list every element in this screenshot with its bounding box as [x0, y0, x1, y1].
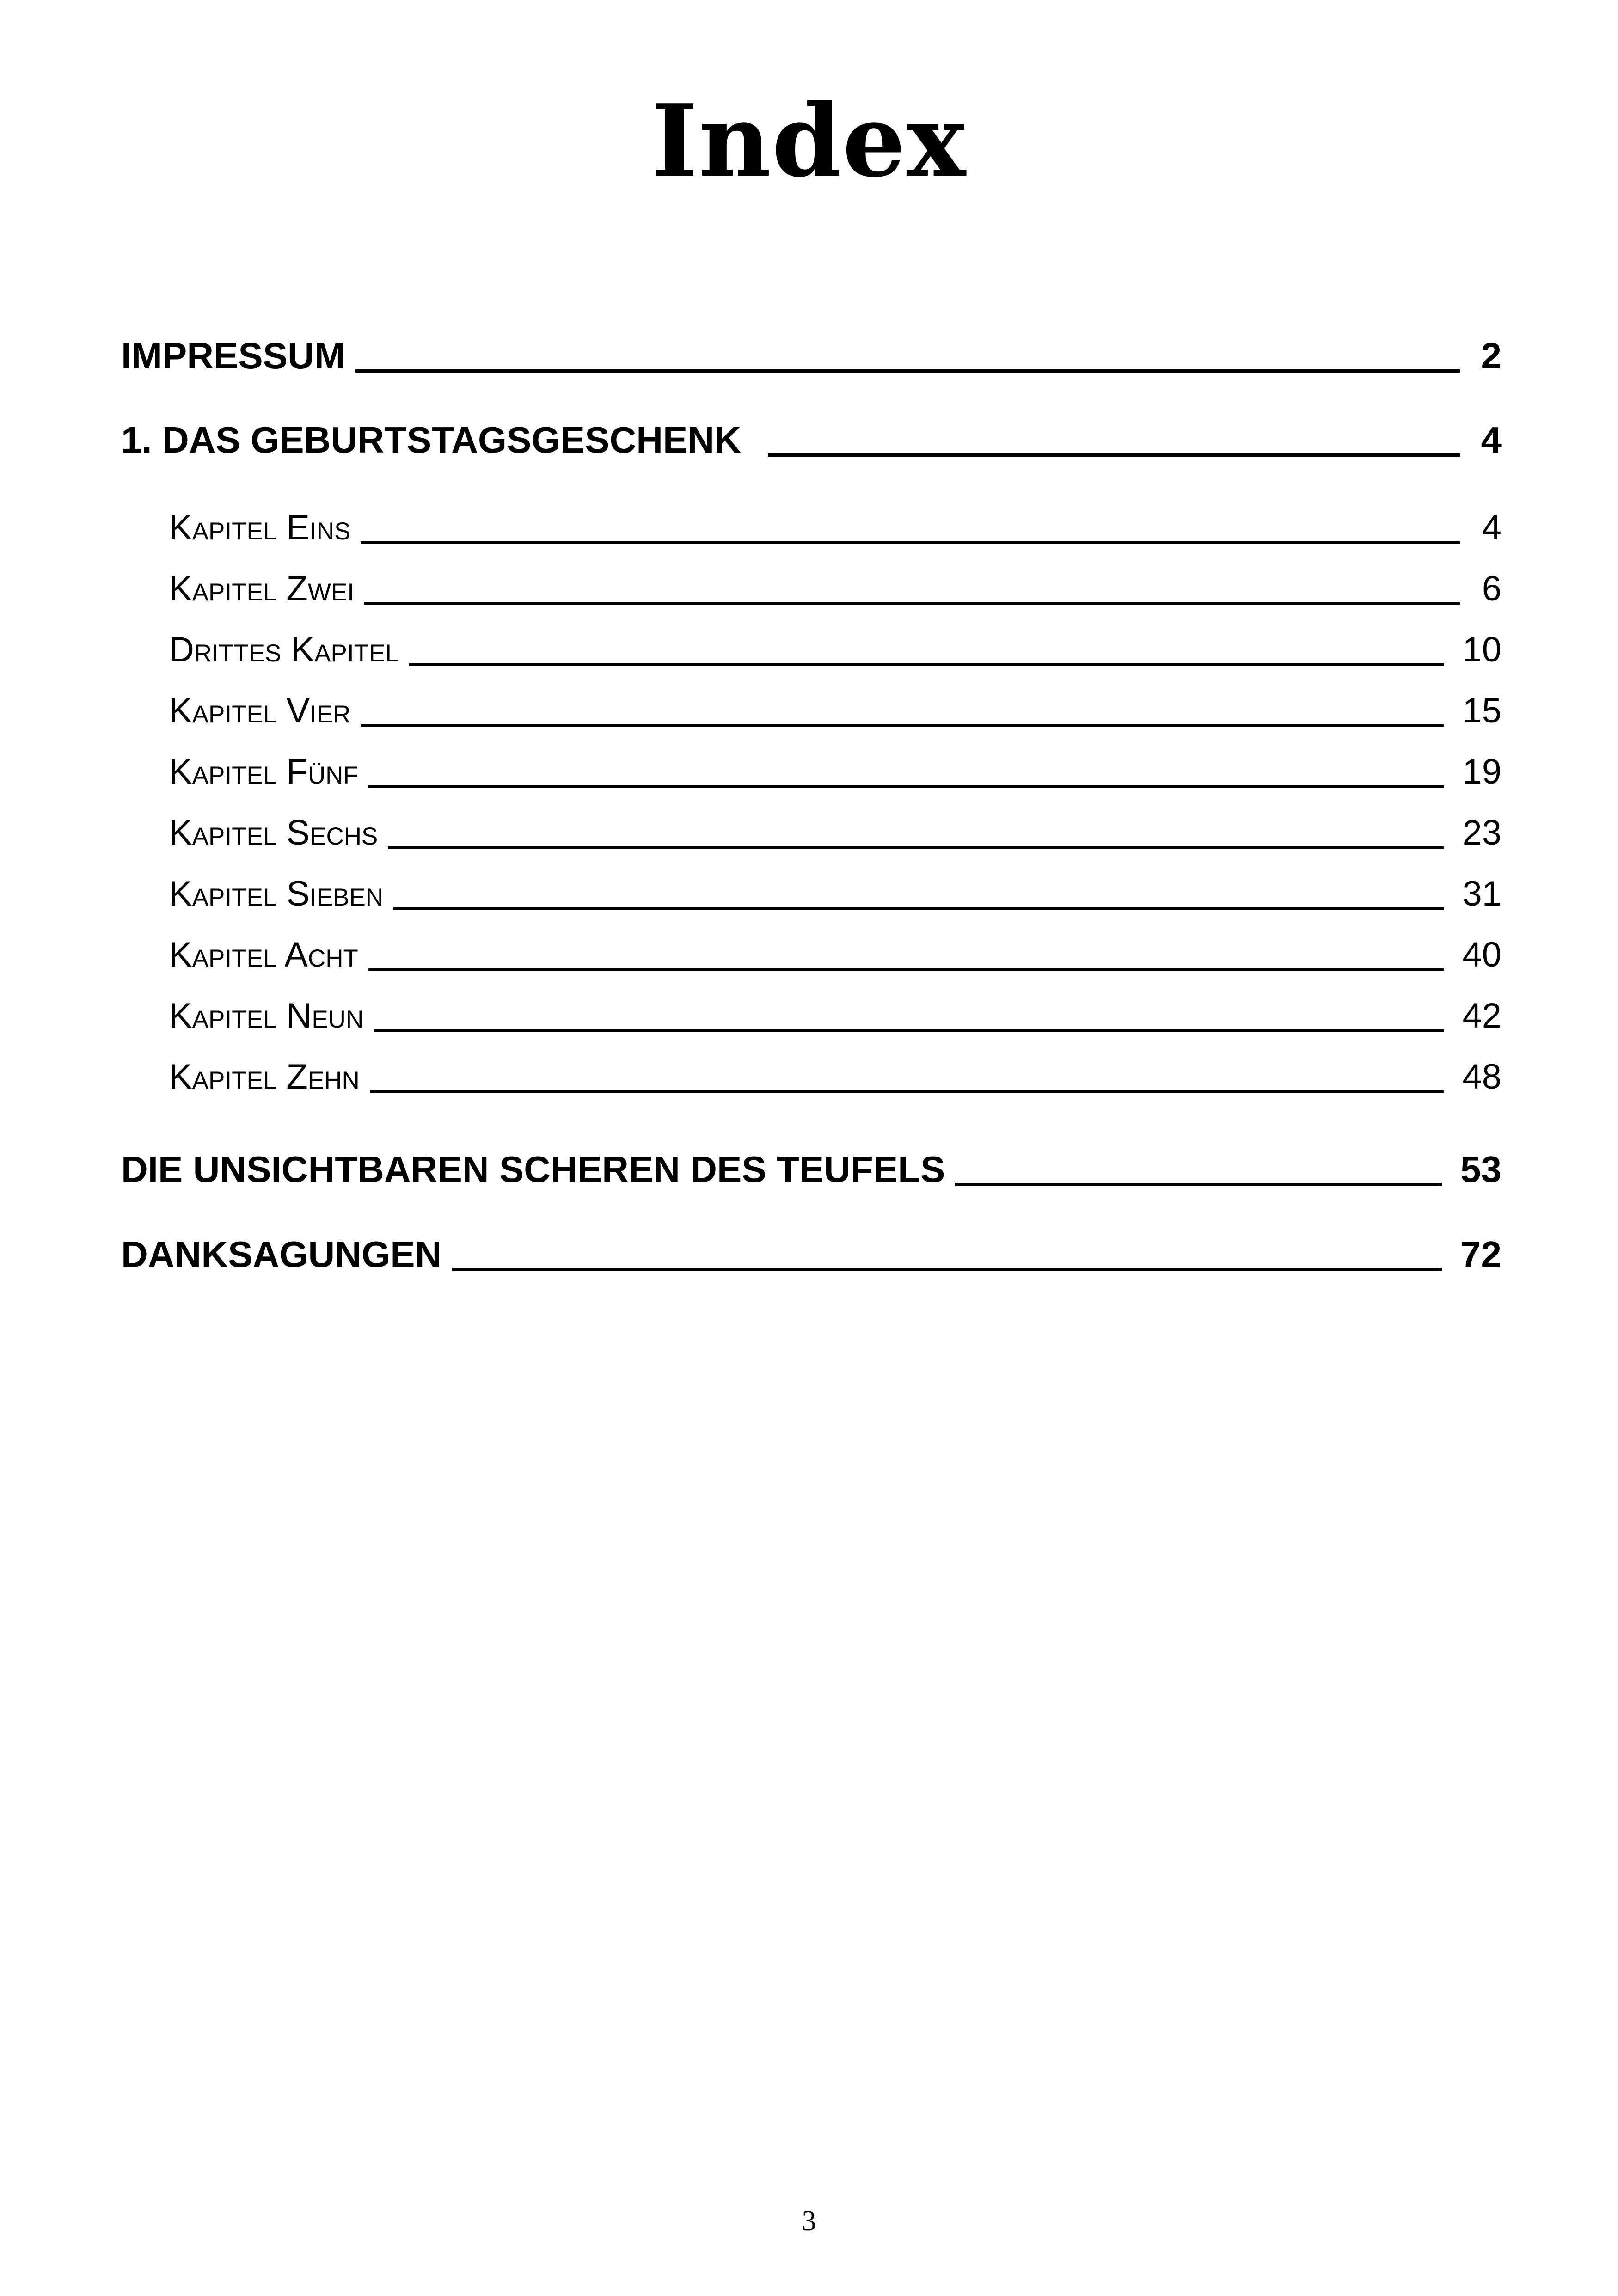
toc-entry-page: 23	[1462, 813, 1502, 852]
toc-leader-line	[368, 968, 1444, 971]
toc-entry-page: 4	[1481, 419, 1502, 460]
toc-entry-impressum	[121, 319, 1502, 374]
toc-leader-line	[393, 907, 1444, 910]
page-number: 3	[802, 2205, 816, 2237]
toc-leader-line	[355, 369, 1460, 373]
toc-leader-line	[370, 1090, 1444, 1093]
toc-entry-kapitel-zehn	[169, 1044, 1502, 1095]
toc-entry-label: Kapitel Neun	[169, 996, 364, 1035]
page-title: Index	[651, 82, 967, 199]
toc-leader-line	[768, 453, 1460, 457]
toc-entry-page: 31	[1462, 874, 1502, 913]
toc-leader-line	[368, 785, 1444, 788]
toc-entry-kapitel-eins	[169, 495, 1502, 545]
toc-leader-line	[452, 1268, 1442, 1271]
toc-entry-page: 53	[1460, 1149, 1502, 1190]
toc-entry-label: DANKSAGUNGEN	[121, 1234, 442, 1275]
toc-entry-label: Kapitel Fünf	[169, 752, 358, 791]
toc-entry-label: Kapitel Eins	[169, 508, 351, 547]
toc-entry-page: 40	[1462, 935, 1502, 974]
toc-leader-line	[361, 724, 1444, 727]
toc-leader-line	[374, 1029, 1444, 1032]
toc-leader-line	[388, 846, 1444, 849]
toc-entry-danksagungen	[121, 1218, 1502, 1273]
toc-entry-label: Kapitel Vier	[169, 691, 351, 730]
toc-entry-label: IMPRESSUM	[121, 335, 345, 376]
toc-entry-kapitel-neun	[169, 983, 1502, 1034]
toc-entry-page: 19	[1462, 752, 1502, 791]
toc-leader-line	[955, 1183, 1442, 1186]
toc-entry-kapitel-zwei	[169, 556, 1502, 606]
toc-entry-kapitel-vier	[169, 678, 1502, 729]
toc-entry-kapitel-sieben	[169, 861, 1502, 912]
toc-entry-kapitel-fuenf	[169, 739, 1502, 790]
toc-entry-page: 6	[1482, 569, 1502, 608]
toc-leader-line	[361, 541, 1460, 544]
toc-entry-label: Kapitel Zehn	[169, 1057, 360, 1096]
toc-entry-page: 42	[1462, 996, 1502, 1035]
toc-entry-label: Kapitel Sechs	[169, 813, 378, 852]
toc-entry-label: Drittes Kapitel	[169, 630, 399, 669]
toc-entry-page: 4	[1482, 508, 1502, 547]
toc-entry-page: 72	[1460, 1234, 1502, 1275]
toc-entry-label: Kapitel Acht	[169, 935, 358, 974]
toc-leader-line	[409, 663, 1444, 666]
toc-entry-label: Kapitel Sieben	[169, 874, 384, 913]
toc-entry-drittes-kapitel	[169, 617, 1502, 667]
toc-entry-unsichtbaren-scheren	[121, 1133, 1502, 1188]
toc-entry-label: DIE UNSICHTBAREN SCHEREN DES TEUFELS	[121, 1149, 945, 1190]
toc-leader-line	[364, 602, 1460, 605]
toc-entry-page: 10	[1462, 630, 1502, 669]
toc-entry-label: 1. DAS GEBURTSTAGSGESCHENK	[121, 419, 741, 460]
toc-entry-geburtstagsgeschenk	[121, 403, 1502, 459]
toc-entry-kapitel-sechs	[169, 800, 1502, 851]
toc-entry-kapitel-acht	[169, 922, 1502, 973]
toc-entry-page: 48	[1462, 1057, 1502, 1096]
toc-entry-page: 15	[1462, 691, 1502, 730]
toc-entry-label: Kapitel Zwei	[169, 569, 354, 608]
toc-entry-page: 2	[1481, 335, 1502, 376]
